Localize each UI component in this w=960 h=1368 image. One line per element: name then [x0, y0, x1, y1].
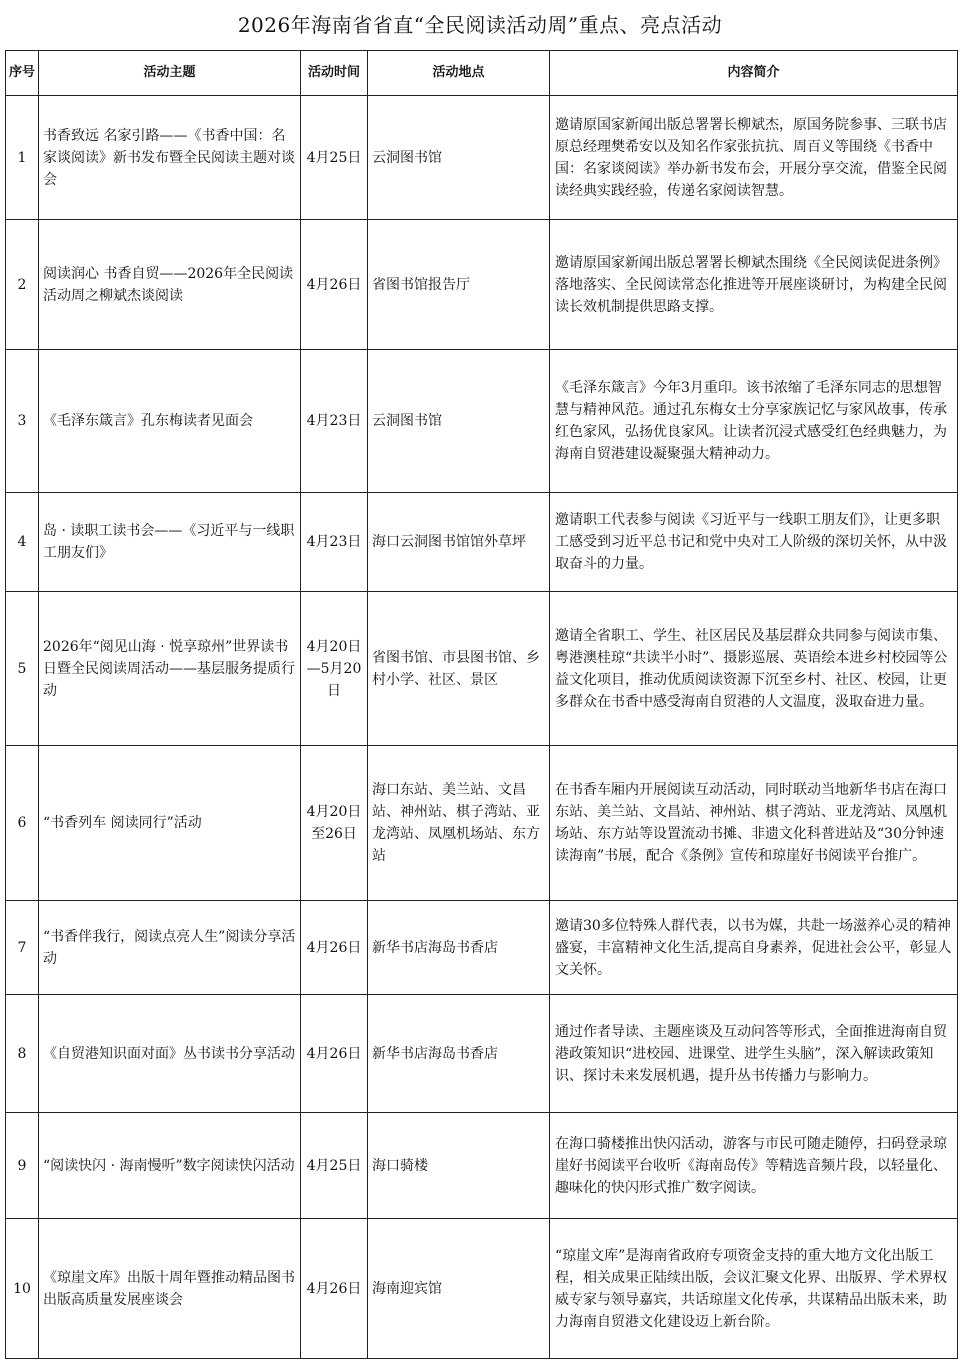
row-place: 省图书馆、市县图书馆、乡村小学、社区、景区 — [368, 592, 550, 746]
table-row — [6, 901, 958, 995]
row-place: 海南迎宾馆 — [368, 1219, 550, 1359]
row-no: 2 — [6, 220, 39, 350]
header-time: 活动时间 — [301, 51, 368, 96]
row-place: 云洞图书馆 — [368, 350, 550, 493]
row-theme: 书香致远 名家引路——《书香中国：名家谈阅读》新书发布暨全民阅读主题对谈会 — [39, 96, 301, 220]
row-place: 海口云洞图书馆馆外草坪 — [368, 493, 550, 592]
row-theme: 阅读润心 书香自贸——2026年全民阅读活动周之柳斌杰谈阅读 — [39, 220, 301, 350]
row-desc: 邀请30多位特殊人群代表，以书为媒，共赴一场滋养心灵的精神盛宴，丰富精神文化生活,提高自身素养，促进社会公平，彰显人文关怀。 — [550, 901, 958, 995]
table-row — [6, 493, 958, 592]
row-desc: 通过作者导读、主题座谈及互动问答等形式，全面推进海南自贸港政策知识“进校园、进课堂、进学生头脑”，深入解读政策知识、探讨未来发展机遇，提升丛书传播力与影响力。 — [550, 995, 958, 1113]
row-theme: “书香伴我行，阅读点亮人生”阅读分享活动 — [39, 901, 301, 995]
row-time: 4月26日 — [301, 1219, 368, 1359]
row-no: 1 — [6, 96, 39, 220]
row-place: 海口东站、美兰站、文昌站、神州站、棋子湾站、亚龙湾站、凤凰机场站、东方站 — [368, 746, 550, 901]
row-time: 4月23日 — [301, 350, 368, 493]
table-row — [6, 995, 958, 1113]
row-no: 9 — [6, 1113, 39, 1219]
row-no: 5 — [6, 592, 39, 746]
table-row — [6, 220, 958, 350]
row-place: 省图书馆报告厅 — [368, 220, 550, 350]
table-header-row — [6, 51, 958, 96]
row-place: 云洞图书馆 — [368, 96, 550, 220]
document-title: 2026年海南省省直“全民阅读活动周”重点、亮点活动 — [237, 13, 723, 37]
row-desc: 在书香车厢内开展阅读互动活动，同时联动当地新华书店在海口东站、美兰站、文昌站、神州站、棋子湾站、亚龙湾站、凤凰机场站、东方站等设置流动书摊、非遗文化科普进站及“30分钟速读海南”书展，配合《条例》宣传和琼崖好书阅读平台推广。 — [550, 746, 958, 901]
table-row — [6, 350, 958, 493]
row-time: 4月26日 — [301, 220, 368, 350]
row-desc: 在海口骑楼推出快闪活动，游客与市民可随走随停，扫码登录琼崖好书阅读平台收听《海南岛传》等精选音频片段，以轻量化、趣味化的快闪形式推广数字阅读。 — [550, 1113, 958, 1219]
row-time: 4月26日 — [301, 901, 368, 995]
table-row — [6, 1219, 958, 1359]
table-row — [6, 592, 958, 746]
row-place: 海口骑楼 — [368, 1113, 550, 1219]
row-time: 4月20日至26日 — [301, 746, 368, 901]
row-theme: 《毛泽东箴言》孔东梅读者见面会 — [39, 350, 301, 493]
row-desc: 邀请职工代表参与阅读《习近平与一线职工朋友们》，让更多职工感受到习近平总书记和党中央对工人阶级的深切关怀，从中汲取奋斗的力量。 — [550, 493, 958, 592]
row-place: 新华书店海岛书香店 — [368, 995, 550, 1113]
header-desc: 内容简介 — [550, 51, 958, 96]
row-desc: 邀请原国家新闻出版总署署长柳斌杰围绕《全民阅读促进条例》落地落实、全民阅读常态化推进等开展座谈研讨，为构建全民阅读长效机制提供思路支撑。 — [550, 220, 958, 350]
row-theme: “书香列车 阅读同行”活动 — [39, 746, 301, 901]
row-time: 4月20日—5月20日 — [301, 592, 368, 746]
row-no: 3 — [6, 350, 39, 493]
activity-table — [5, 50, 958, 1359]
row-desc: 邀请原国家新闻出版总署署长柳斌杰，原国务院参事、三联书店原总经理樊希安以及知名作家张抗抗、周百义等围绕《书香中国：名家谈阅读》举办新书发布会，开展分享交流，借鉴全民阅读经典实践经验，传递名家阅读智慧。 — [550, 96, 958, 220]
header-theme: 活动主题 — [39, 51, 301, 96]
row-time: 4月26日 — [301, 995, 368, 1113]
row-place: 新华书店海岛书香店 — [368, 901, 550, 995]
table-row — [6, 96, 958, 220]
row-no: 6 — [6, 746, 39, 901]
row-theme: 岛 · 读职工读书会——《习近平与一线职工朋友们》 — [39, 493, 301, 592]
row-no: 8 — [6, 995, 39, 1113]
row-desc: 《毛泽东箴言》今年3月重印。该书浓缩了毛泽东同志的思想智慧与精神风范。通过孔东梅女士分享家族记忆与家风故事，传承红色家风，弘扬优良家风。让读者沉浸式感受红色经典魅力，为海南自贸港建设凝聚强大精神动力。 — [550, 350, 958, 493]
header-place: 活动地点 — [368, 51, 550, 96]
row-no: 4 — [6, 493, 39, 592]
row-time: 4月25日 — [301, 96, 368, 220]
table-row — [6, 1113, 958, 1219]
header-no: 序号 — [6, 51, 39, 96]
table-row — [6, 746, 958, 901]
row-theme: 《自贸港知识面对面》丛书读书分享活动 — [39, 995, 301, 1113]
row-theme: 2026年“阅见山海 · 悦享琼州”世界读书日暨全民阅读周活动——基层服务提质行动 — [39, 592, 301, 746]
row-desc: 邀请全省职工、学生、社区居民及基层群众共同参与阅读市集、粤港澳桂琼“共读半小时”、摄影巡展、英语绘本进乡村校园等公益文化项目，推动优质阅读资源下沉至乡村、社区、校园，让更多群众在书香中感受海南自贸港的人文温度，汲取奋进力量。 — [550, 592, 958, 746]
row-desc: “琼崖文库”是海南省政府专项资金支持的重大地方文化出版工程，相关成果正陆续出版，会议汇聚文化界、出版界、学术界权威专家与领导嘉宾，共话琼崖文化传承，共谋精品出版未来，助力海南自贸港文化建设迈上新台阶。 — [550, 1219, 958, 1359]
row-no: 10 — [6, 1219, 39, 1359]
row-time: 4月25日 — [301, 1113, 368, 1219]
row-time: 4月23日 — [301, 493, 368, 592]
row-theme: 《琼崖文库》出版十周年暨推动精品图书出版高质量发展座谈会 — [39, 1219, 301, 1359]
row-no: 7 — [6, 901, 39, 995]
row-theme: “阅读快闪 · 海南慢听”数字阅读快闪活动 — [39, 1113, 301, 1219]
